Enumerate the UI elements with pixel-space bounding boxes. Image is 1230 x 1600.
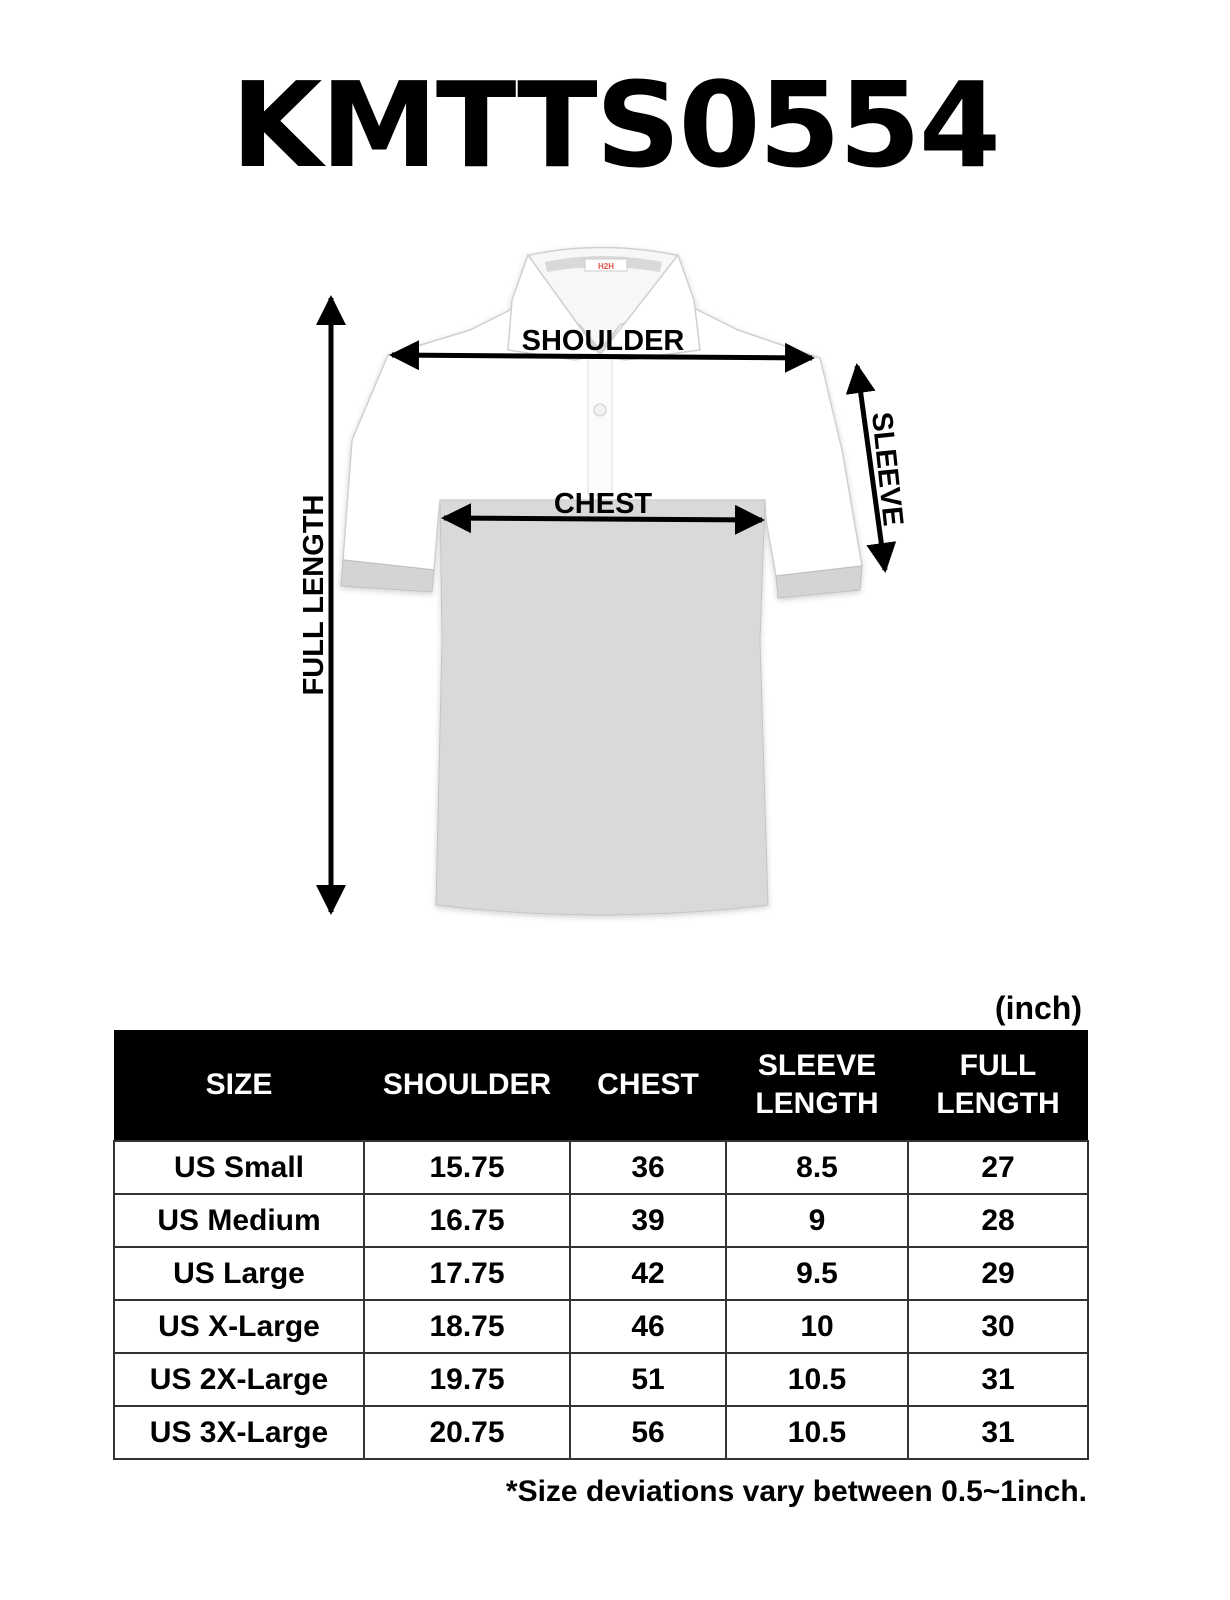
cell-sleeve-length: 10.5 [726,1406,908,1459]
table-row [114,1141,1088,1194]
table-row [114,1353,1088,1406]
table-header-row [114,1030,1088,1141]
header-chest: CHEST [570,1030,726,1141]
cell-full-length: 31 [908,1353,1088,1406]
product-code-title: KMTTS0554 [231,56,999,194]
chest-label: CHEST [553,488,653,520]
cell-sleeve-length: 9 [726,1194,908,1247]
cell-shoulder: 20.75 [364,1406,570,1459]
cell-full-length: 28 [908,1194,1088,1247]
cell-size: US 3X-Large [114,1406,364,1459]
header-size: SIZE [114,1030,364,1141]
cell-size: US Small [114,1141,364,1194]
cell-chest: 51 [570,1353,726,1406]
cell-chest: 42 [570,1247,726,1300]
size-chart-table [113,1030,1089,1460]
cell-chest: 39 [570,1194,726,1247]
cell-shoulder: 18.75 [364,1300,570,1353]
unit-label: (inch) [994,990,1082,1026]
cell-full-length: 29 [908,1247,1088,1300]
table-row [114,1194,1088,1247]
cell-chest: 56 [570,1406,726,1459]
cell-chest: 36 [570,1141,726,1194]
header-sleeve-length: SLEEVE LENGTH [726,1030,908,1141]
shirt-body-panel [436,500,768,915]
cell-sleeve-length: 9.5 [726,1247,908,1300]
cell-size: US Large [114,1247,364,1300]
cell-shoulder: 15.75 [364,1141,570,1194]
cell-chest: 46 [570,1300,726,1353]
cell-shoulder: 17.75 [364,1247,570,1300]
brand-tag-text: H2H [597,262,615,271]
cell-full-length: 31 [908,1406,1088,1459]
size-deviation-note: *Size deviations vary between 0.5~1inch. [505,1475,1087,1508]
placket-button [594,404,606,416]
cell-size: US Medium [114,1194,364,1247]
full-length-label: FULL LENGTH [298,494,330,696]
cell-sleeve-length: 10 [726,1300,908,1353]
table-row [114,1247,1088,1300]
cell-sleeve-length: 8.5 [726,1141,908,1194]
table-row [114,1300,1088,1353]
cell-shoulder: 19.75 [364,1353,570,1406]
cell-size: US 2X-Large [114,1353,364,1406]
cell-full-length: 27 [908,1141,1088,1194]
header-shoulder: SHOULDER [364,1030,570,1141]
placket [588,358,612,495]
cell-shoulder: 16.75 [364,1194,570,1247]
cell-full-length: 30 [908,1300,1088,1353]
sleeve-label: SLEEVE [865,410,909,528]
cell-size: US X-Large [114,1300,364,1353]
cell-sleeve-length: 10.5 [726,1353,908,1406]
table-row [114,1406,1088,1459]
shoulder-label: SHOULDER [521,325,685,357]
header-full-length: FULL LENGTH [908,1030,1088,1141]
